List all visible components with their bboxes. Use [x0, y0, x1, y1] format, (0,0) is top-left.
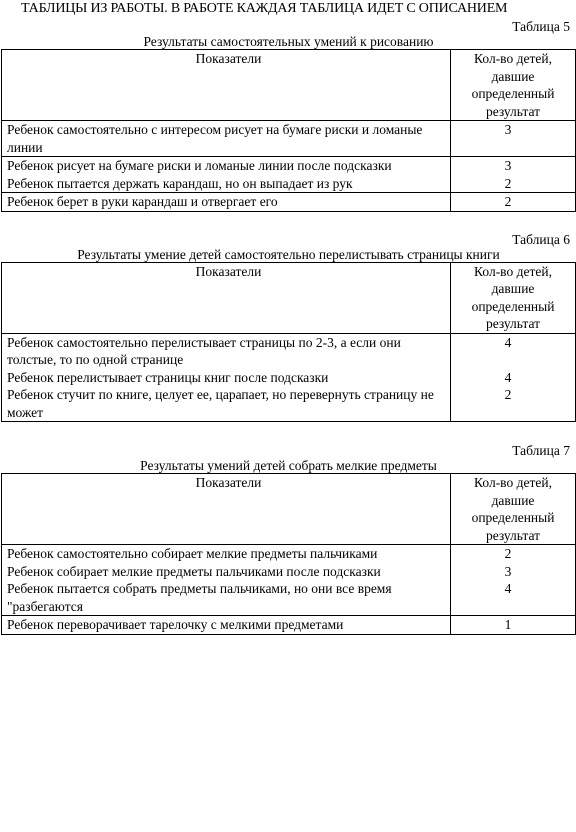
row-count: 3: [451, 121, 576, 157]
row-text: Ребенок самостоятельно перелистывает страницы по 2-3, а если они толстые, то по одной странице: [2, 333, 451, 369]
row-text: Ребенок самостоятельно собирает мелкие предметы пальчиками: [2, 545, 451, 563]
table-row: [2, 333, 576, 369]
spacer: [1, 212, 576, 231]
row-count: 2: [451, 386, 576, 422]
table-row: [2, 580, 576, 616]
header-count: Кол-во детей, давшие определенный результат: [451, 262, 576, 333]
table-row: [2, 369, 576, 387]
table-5-label: Таблица 5: [512, 19, 570, 34]
table-row: [2, 175, 576, 193]
table-6: [1, 262, 576, 423]
header-indicators: Показатели: [2, 50, 451, 121]
row-count: 2: [451, 175, 576, 193]
document-title: ТАБЛИЦЫ ИЗ РАБОТЫ. В РАБОТЕ КАЖДАЯ ТАБЛИЦА ИДЕТ С ОПИСАНИЕМ: [21, 1, 508, 16]
table-header-row: [2, 50, 576, 121]
row-count: 4: [451, 580, 576, 616]
row-count: 1: [451, 616, 576, 635]
table-row: [2, 193, 576, 212]
header-indicators: Показатели: [2, 474, 451, 545]
table-5-caption: Результаты самостоятельных умений к рисованию: [143, 34, 434, 49]
table-row: [2, 157, 576, 175]
header-count: Кол-во детей, давшие определенный результат: [451, 474, 576, 545]
row-count: 4: [451, 369, 576, 387]
row-text: Ребенок пытается держать карандаш, но он выпадает из рук: [2, 175, 451, 193]
table-6-caption: Результаты умение детей самостоятельно перелистывать страницы книги: [77, 246, 500, 262]
row-text: Ребенок самостоятельно с интересом рисует на бумаге риски и ломаные линии: [2, 121, 451, 157]
row-text: Ребенок переворачивает тарелочку с мелкими предметами: [2, 616, 451, 635]
table-row: [2, 386, 576, 422]
row-text: Ребенок перелистывает страницы книг после подсказки: [2, 369, 451, 387]
row-text: Ребенок собирает мелкие предметы пальчиками после подсказки: [2, 563, 451, 581]
row-count: 4: [451, 333, 576, 369]
header-count: Кол-во детей, давшие определенный результат: [451, 50, 576, 121]
row-count: 2: [451, 193, 576, 212]
table-row: [2, 563, 576, 581]
spacer: [1, 422, 576, 442]
row-count: 2: [451, 545, 576, 563]
table-header-row: [2, 474, 576, 545]
table-header-row: [2, 262, 576, 333]
header-indicators: Показатели: [2, 262, 451, 333]
row-text: Ребенок берет в руки карандаш и отвергает его: [2, 193, 451, 212]
table-6-label: Таблица 6: [512, 231, 570, 247]
table-7-caption: Результаты умений детей собрать мелкие предметы: [140, 458, 437, 473]
table-row: [2, 121, 576, 157]
table-5: [1, 49, 576, 212]
row-text: Ребенок пытается собрать предметы пальчиками, но они все время "разбегаются: [2, 580, 451, 616]
row-text: Ребенок рисует на бумаге риски и ломаные линии после подсказки: [2, 157, 451, 175]
table-row: [2, 616, 576, 635]
row-text: Ребенок стучит по книге, целует ее, царапает, но перевернуть страницу не может: [2, 386, 451, 422]
row-count: 3: [451, 563, 576, 581]
table-row: [2, 545, 576, 563]
table-7-label: Таблица 7: [512, 443, 570, 458]
row-count: 3: [451, 157, 576, 175]
table-7: [1, 473, 576, 635]
